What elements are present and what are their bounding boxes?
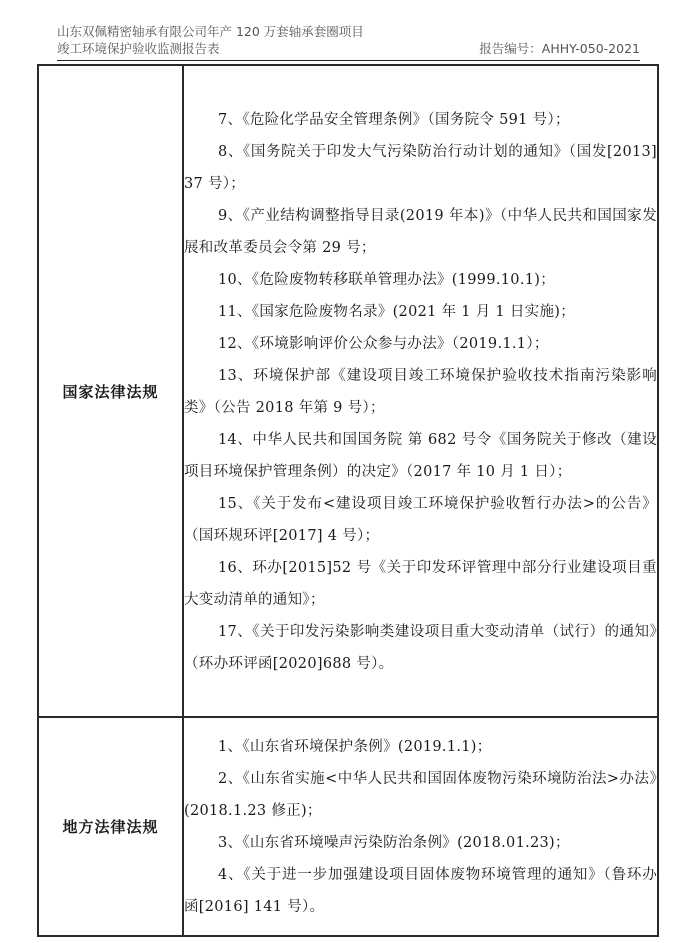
regulation-item: 15、《关于发布<建设项目竣工环境保护验收暂行办法>的公告》（国环规环评[2017] 4 号）； <box>184 496 657 544</box>
category-cell: 地方法律法规 <box>38 717 183 936</box>
regulation-item: 11、《国家危险废物名录》(2021 年 1 月 1 日实施)； <box>218 304 576 320</box>
regulation-item: 8、《国务院关于印发大气污染防治行动计划的通知》（国发[2013] 37 号）； <box>184 144 657 192</box>
regulation-item: 10、《危险废物转移联单管理办法》(1999.10.1)； <box>218 272 556 288</box>
regulation-item: 4、《关于进一步加强建设项目固体废物环境管理的通知》（鲁环办函[2016] 141 号）。 <box>184 866 657 915</box>
table-row <box>38 65 658 717</box>
category-cell: 国家法律法规 <box>38 65 183 717</box>
regulation-item: 17、《关于印发污染影响类建设项目重大变动清单（试行）的通知》（环办环评函[2020]688 号）。 <box>184 624 657 672</box>
regulation-item: 3、《山东省环境噪声污染防治条例》(2018.01.23)； <box>218 834 570 851</box>
header-report-number: 报告编号：AHHY-050-2021 <box>479 41 640 56</box>
header-divider <box>57 60 640 61</box>
regulation-item: 1、《山东省环境保护条例》(2019.1.1)； <box>218 738 492 755</box>
regulation-item: 12、《环境影响评价公众参与办法》（2019.1.1）； <box>218 336 549 352</box>
regulation-item: 14、中华人民共和国国务院 第 682 号令《国务院关于修改（建设项目环境保护管理条例）的决定》（2017 年 10 月 1 日）； <box>184 432 657 480</box>
header-project-title: 山东双佩精密轴承有限公司年产 120 万套轴承套圈项目 <box>57 24 364 39</box>
regulation-item: 7、《危险化学品安全管理条例》（国务院令 591 号）； <box>218 112 570 128</box>
table-row <box>38 717 658 936</box>
regulation-item: 2、《山东省实施<中华人民共和国固体废物污染环境防治法>办法》(2018.1.23 修正)； <box>184 770 657 819</box>
regulation-item: 16、环办[2015]52 号《关于印发环评管理中部分行业建设项目重大变动清单的通知》； <box>184 560 657 608</box>
items-cell <box>183 65 658 717</box>
regulation-item: 9、《产业结构调整指导目录(2019 年本)》（中华人民共和国国家发展和改革委员会令第 29 号； <box>184 208 657 256</box>
regulations-table <box>37 64 659 937</box>
regulation-item: 13、环境保护部《建设项目竣工环境保护验收技术指南污染影响类》（公告 2018 年第 9 号）； <box>184 368 657 416</box>
items-cell <box>183 717 658 936</box>
page-header <box>57 23 640 57</box>
header-report-type: 竣工环境保护验收监测报告表 <box>57 41 220 56</box>
